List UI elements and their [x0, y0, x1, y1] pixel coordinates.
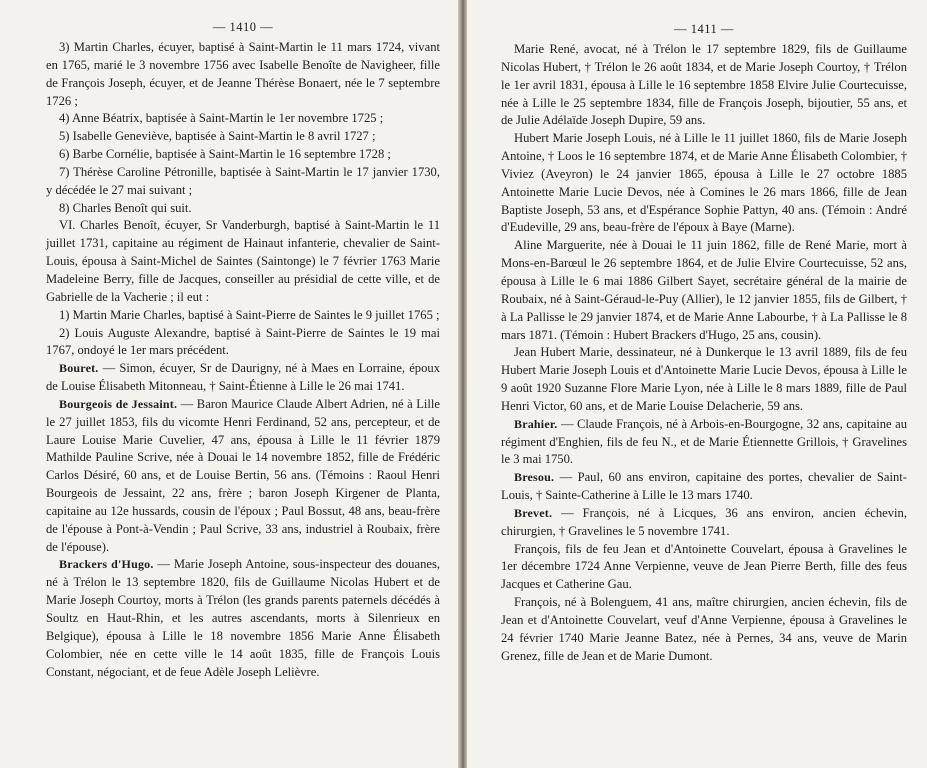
entry-heading: Brahier. [514, 416, 558, 431]
paragraph: Aline Marguerite, née à Douai le 11 juin 1862, fille de René Marie, mort à Mons-en-Barœul le 26 septembre 1864, et de Julie Elvire Courtecuisse, 52 ans, épousa à Lille le 6 mai 1886 Gilbert Sayet, secrétaire général de la mairie de Roubaix, né à Saint-Géraud-le-Puy (Allier), le 12 janvier 1855, fils de Gilbert, † à La Pallisse le 29 janvier 1874, et de Marie Anne Labourbe, † à La Pallisse le 8 mars 1871. (Témoin : Hubert Brackers d'Hugo, 25 ans, cousin). [501, 238, 907, 342]
entry-heading: Bourgeois de Jessaint. [59, 396, 178, 411]
entry-paragraph [46, 396, 440, 557]
paragraph: VI. Charles Benoît, écuyer, Sr Vanderburgh, baptisé à Saint-Martin le 11 juillet 1731, capitaine au régiment de Hainaut infanterie, chevalier de Saint-Louis, épousa à Saint-Michel de Saintes (Saintonge) le 7 février 1763 Marie Madeleine Berry, fille de Jacques, conseiller au présidial de cette ville, et de Gabrielle de la Vacherie ; il eut : [46, 218, 440, 304]
entry-text: — Claude François, né à Arbois-en-Bourgogne, 32 ans, capitaine au régiment d'Enghien, fils de feu N., et de Marie Étiennette Grillois, † Gravelines le 3 mai 1750. [501, 416, 907, 467]
paragraph: 7) Thérèse Caroline Pétronille, baptisée à Saint-Martin le 17 janvier 1730, y décédée le 27 mai suivant ; [46, 164, 440, 197]
paragraph: François, né à Bolenguem, 41 ans, maître chirurgien, ancien échevin, fils de Jean et d'Antoinette Couvelart, veuf d'Anne Verpienne, épousa à Gravelines le 24 février 1740 Marie Jeanne Batez, née à Pernes, 34 ans, veuve de Marin Grenez, fille de Jean et de Marie Dumont. [501, 595, 907, 663]
entry-text: — Baron Maurice Claude Albert Adrien, né à Lille le 27 juillet 1853, fils du vicomte Henri Ferdinand, 52 ans, percepteur, et de Laure Louise Marie Cuvelier, 47 ans, épousa à Lille le 11 février 1879 Mathilde Pauline Scrive, née à Douai le 14 novembre 1852, fille de Frédéric Carlos Désiré, 60 ans, et de Louise Bertin, 56 ans. (Témoins : Raoul Henri Bourgeois de Jessaint, 22 ans, frère ; baron Joseph Kirgener de Planta, capitaine au 12e hussards, cousin de l'époux ; Paul Bossut, 48 ans, beau-frère de l'épouse à Pont-à-Vendin ; Paul Scrive, 33 ans, industriel à Roubaix, frère de l'épouse). [46, 396, 440, 554]
page-number: — 1411 — [674, 22, 734, 36]
paragraph: Hubert Marie Joseph Louis, né à Lille le 11 juillet 1860, fils de Marie Joseph Antoine, † Loos le 16 septembre 1874, et de Marie Anne Élisabeth Colombier, † Viviez (Aveyron) le 24 janvier 1865, épousa à Lille le 27 octobre 1885 Antoinette Marie Lucie Devos, née à Comines le 26 mars 1866, fille de Jean Baptiste Joseph, 53 ans, et d'Espérance Sophie Pattyn, 40 ans. (Témoin : André d'Eudeville, 29 ans, beau-frère de l'époux à Baye (Marne). [501, 131, 907, 235]
entry-heading: Bouret. [59, 361, 99, 376]
entry-text: — Simon, écuyer, Sr de Daurigny, né à Maes en Lorraine, époux de Louise Élisabeth Mitonneau, † Saint-Étienne à Lille le 26 mai 1741. [46, 361, 440, 394]
entry-text: — Marie Joseph Antoine, sous-inspecteur des douanes, né à Trélon le 13 septembre 1820, fils de Guillaume Nicolas Hubert et de Marie Joseph Courtoy, morts à Trélon (les grands parents paternels décédés à Soultz en Haut-Rhin, et les autres ascendants, morts à Silenrieux en Belgique), épousa à Lille le 18 novembre 1856 Marie Anne Élisabeth Colombier, née en cette ville le 14 août 1835, fille de François Louis Constant, négociant, et de feue Adèle Joseph Lelièvre. [46, 557, 441, 679]
entry-heading: Bresou. [514, 470, 555, 485]
entry-heading: Brevet. [514, 505, 553, 520]
paragraph: Jean Hubert Marie, dessinateur, né à Dunkerque le 13 avril 1889, fils de feu Hubert Marie Joseph Louis et d'Antoinette Marie Lucie Devos, épousa à Lille le 9 août 1920 Suzanne Flore Marie Lyon, née à Lille le 8 mars 1889, fille de Paul Henri Victor, 60 ans, et de Marie Louise Delacherie, 59 ans. [501, 345, 907, 413]
paragraph: 8) Charles Benoît qui suit. [59, 200, 192, 215]
paragraph: 5) Isabelle Geneviève, baptisée à Saint-Martin le 8 avril 1727 ; [59, 129, 376, 144]
entry-text: — Paul, 60 ans environ, capitaine des portes, chevalier de Saint-Louis, † Sainte-Catherine à Lille le 13 mars 1740. [501, 470, 907, 503]
paragraph: Marie René, avocat, né à Trélon le 17 septembre 1829, fils de Guillaume Nicolas Hubert, † Trélon le 26 août 1834, et de Marie Joseph Courtoy, † Trélon le 1er avril 1831, épousa à Lille le 16 septembre 1858 Elvire Julie Courtecuisse, née à Lille le 25 septembre 1834, fille de François Joseph, bijoutier, 55 ans, et de Julie Adélaïde Joseph Dupire, 59 ans. [501, 42, 907, 128]
entry-paragraph [46, 556, 440, 681]
entry-paragraph [501, 505, 907, 541]
page-text [501, 41, 907, 666]
right-page [467, 0, 927, 768]
entry-paragraph [501, 416, 907, 470]
paragraph: 4) Anne Béatrix, baptisée à Saint-Martin le 1er novembre 1725 ; [59, 111, 384, 126]
left-page [0, 0, 458, 768]
book-gutter [458, 0, 467, 768]
paragraph: 3) Martin Charles, écuyer, baptisé à Saint-Martin le 11 mars 1724, vivant en 1765, marié le 3 novembre 1756 avec Isabelle Benoîte de Navigheer, fille de François Joseph, écuyer, et de Jeanne Thérèse Bonaert, née le 7 septembre 1726 ; [46, 40, 440, 108]
entry-paragraph [46, 360, 440, 396]
paragraph: 1) Martin Marie Charles, baptisé à Saint-Pierre de Saintes le 9 juillet 1765 ; [59, 307, 440, 322]
page-number: — 1410 — [212, 20, 274, 34]
paragraph: 6) Barbe Cornélie, baptisée à Saint-Martin le 16 septembre 1728 ; [59, 147, 391, 162]
page-text [46, 39, 440, 681]
paragraph: 2) Louis Auguste Alexandre, baptisé à Saint-Pierre de Saintes le 19 mai 1767, ondoyé le 1er mars précédent. [46, 325, 440, 358]
entry-heading: Brackers d'Hugo. [59, 557, 154, 572]
entry-paragraph [501, 469, 907, 505]
paragraph: François, fils de feu Jean et d'Antoinette Couvelart, épousa à Gravelines le 1er décembre 1724 Anne Verpienne, veuve de Jean Pierre Berth, fille des feus Jacques et Catherine Gau. [501, 541, 907, 592]
entry-text: — François, né à Licques, 36 ans environ, ancien échevin, chirurgien, † Gravelines le 5 novembre 1741. [501, 505, 907, 538]
